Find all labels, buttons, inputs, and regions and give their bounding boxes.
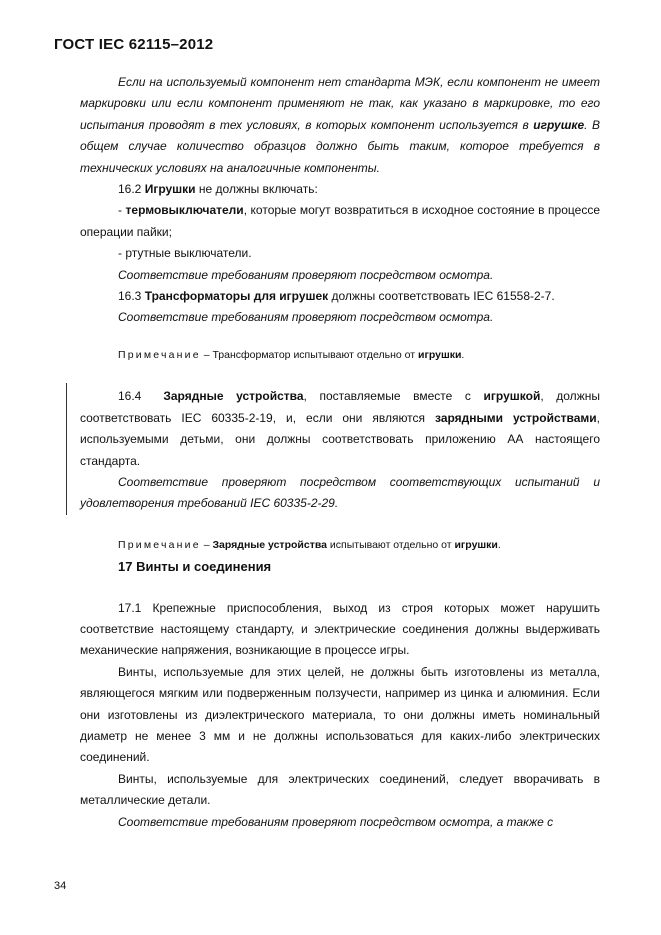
section-title-screws: 17 Винты и соединения <box>118 559 272 575</box>
paragraph-component-testing: Если на используемый компонент нет стандарта МЭК, если компонент не имеет маркировки или если компонент применяют не так, как указано в маркировке, то его испытания проводят в тех условиях, в которых компонент используется в игрушке. В общем случае количество образцов должно быть таким, которое требуется в технических условиях на аналогичные компоненты. <box>80 75 600 175</box>
page-body <box>80 72 600 833</box>
standard-header: ГОСТ IEC 62115–2012 <box>54 36 214 53</box>
term-toy: игрушке <box>533 117 585 132</box>
clause-16-4: 16.4 Зарядные устройства, поставляемые вместе с игрушкой, должны соответствовать IEC 60335-2-19, и, если они являются зарядными устройствами, используемыми детьми, они должны соответствовать приложению АА настоящего стандарта. <box>80 389 601 468</box>
compliance-check-2: Соответствие требованиям проверяют посредством осмотра. <box>118 310 494 325</box>
list-item-mercury-switches: - ртутные выключатели. <box>118 246 252 261</box>
paragraph-electrical-screws: Винты, используемые для электрических соединений, следует вворачивать в металлические детали. <box>80 771 600 808</box>
list-item-thermal-switches: - термовыключатели, которые могут возвратиться в исходное состояние в процессе операции пайки; <box>80 203 600 239</box>
clause-17-1: 17.1 Крепежные приспособления, выход из строя которых может нарушить соответствие настоящему стандарту, и электрические соединения должны выдерживать механические напряжения, возникающие в процессе игры. <box>80 600 600 658</box>
clause-16-3: 16.3 Трансформаторы для игрушек должны соответствовать IEC 61558-2-7. <box>118 289 555 304</box>
compliance-check-4: Соответствие требованиям проверяют посредством осмотра, а также с <box>118 814 554 829</box>
compliance-check-1: Соответствие требованиям проверяют посредством осмотра. <box>118 267 494 282</box>
paragraph-screw-material: Винты, используемые для этих целей, не должны быть изготовлены из металла, являющегося мягким или подверженным ползучести, например из цинка и алюминия. Если они изготовлены из диэлектрического материала, то они должны иметь номинальный диаметр не менее 3 мм и не должны использоваться для каких-либо электрических соединений. <box>80 664 600 765</box>
compliance-check-3: Соответствие проверяют посредством соответствующих испытаний и удовлетворения требований IEC 60335-2-29. <box>80 474 600 511</box>
clause-16-2: 16.2 Игрушки не должны включать: <box>118 182 318 197</box>
change-bar <box>66 383 67 515</box>
page-number: 34 <box>54 880 67 892</box>
note-chargers: Примечание – Зарядные устройства испытывают отдельно от игрушки. <box>118 538 501 551</box>
note-transformer: Примечание – Трансформатор испытывают отдельно от игрушки. <box>118 348 465 361</box>
